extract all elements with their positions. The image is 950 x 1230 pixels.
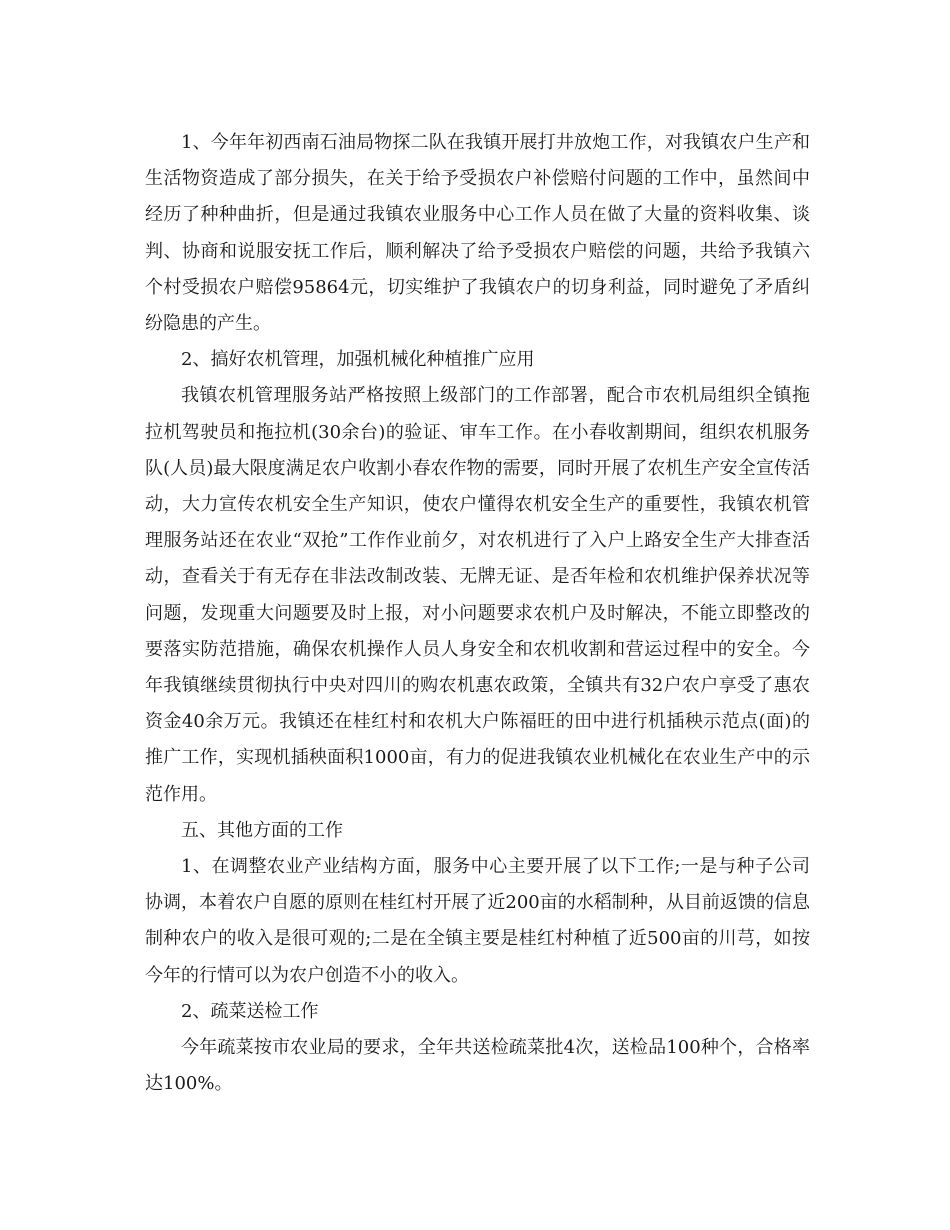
heading-other-work: 五、其他方面的工作 <box>181 819 343 841</box>
paragraph-industry-structure: 1、在调整农业产业结构方面，服务中心主要开展了以下工作;一是与种子公司协调，本着农户自愿的原则在桂红村开展了近200亩的水稻制种，从目前返馈的信息制种农户的收入是很可观的;二是在全镇主要是桂红村种植了近500亩的川芎，如按今年的行情可以为农户创造不小的收入。 <box>145 856 810 986</box>
paragraph-vegetable-inspection: 今年疏菜按市农业局的要求，全年共送检疏菜批4次，送检品100种个，合格率达100%。 <box>145 1037 810 1095</box>
heading-farm-machinery: 2、搞好农机管理，加强机械化种植推广应用 <box>181 349 535 371</box>
paragraph-compensation: 1、今年年初西南石油局物探二队在我镇开展打井放炮工作，对我镇农户生产和生活物资造成了部分损失，在关于给予受损农户补偿赔付问题的工作中，虽然间中经历了种种曲折，但是通过我镇农业服务中心工作人员在做了大量的资料收集、谈判、协商和说服安抚工作后，顺利解决了给予受损农户赔偿的问题，共给予我镇六个村受损农户赔偿95864元，切实维护了我镇农户的切身利益，同时避免了矛盾纠纷隐患的产生。 <box>145 132 810 335</box>
document-body <box>145 125 810 1102</box>
heading-vegetable-inspection: 2、疏菜送检工作 <box>181 1000 319 1022</box>
paragraph-farm-machinery: 我镇农机管理服务站严格按照上级部门的工作部署，配合市农机局组织全镇拖拉机驾驶员和拖拉机(30余台)的验证、审车工作。在小春收割期间，组织农机服务队(人员)最大限度满足农户收割小春农作物的需要，同时开展了农机生产安全宣传活动，大力宣传农机安全生产知识，使农户懂得农机安全生产的重要性，我镇农机管理服务站还在农业“双抢”工作作业前夕，对农机进行了入户上路安全生产大排查活动，查看关于有无存在非法改制改装、无牌无证、是否年检和农机维护保养状况等问题，发现重大问题要及时上报，对小问题要求农机户及时解决，不能立即整改的要落实防范措施，确保农机操作人员人身安全和农机收割和营运过程中的安全。今年我镇继续贯彻执行中央对四川的购农机惠农政策，全镇共有32户农户享受了惠农资金40余万元。我镇还在桂红村和农机大户陈福旺的田中进行机插秧示范点(面)的推广工作，实现机插秧面积1000亩，有力的促进我镇农业机械化在农业生产中的示范作用。 <box>145 385 810 805</box>
